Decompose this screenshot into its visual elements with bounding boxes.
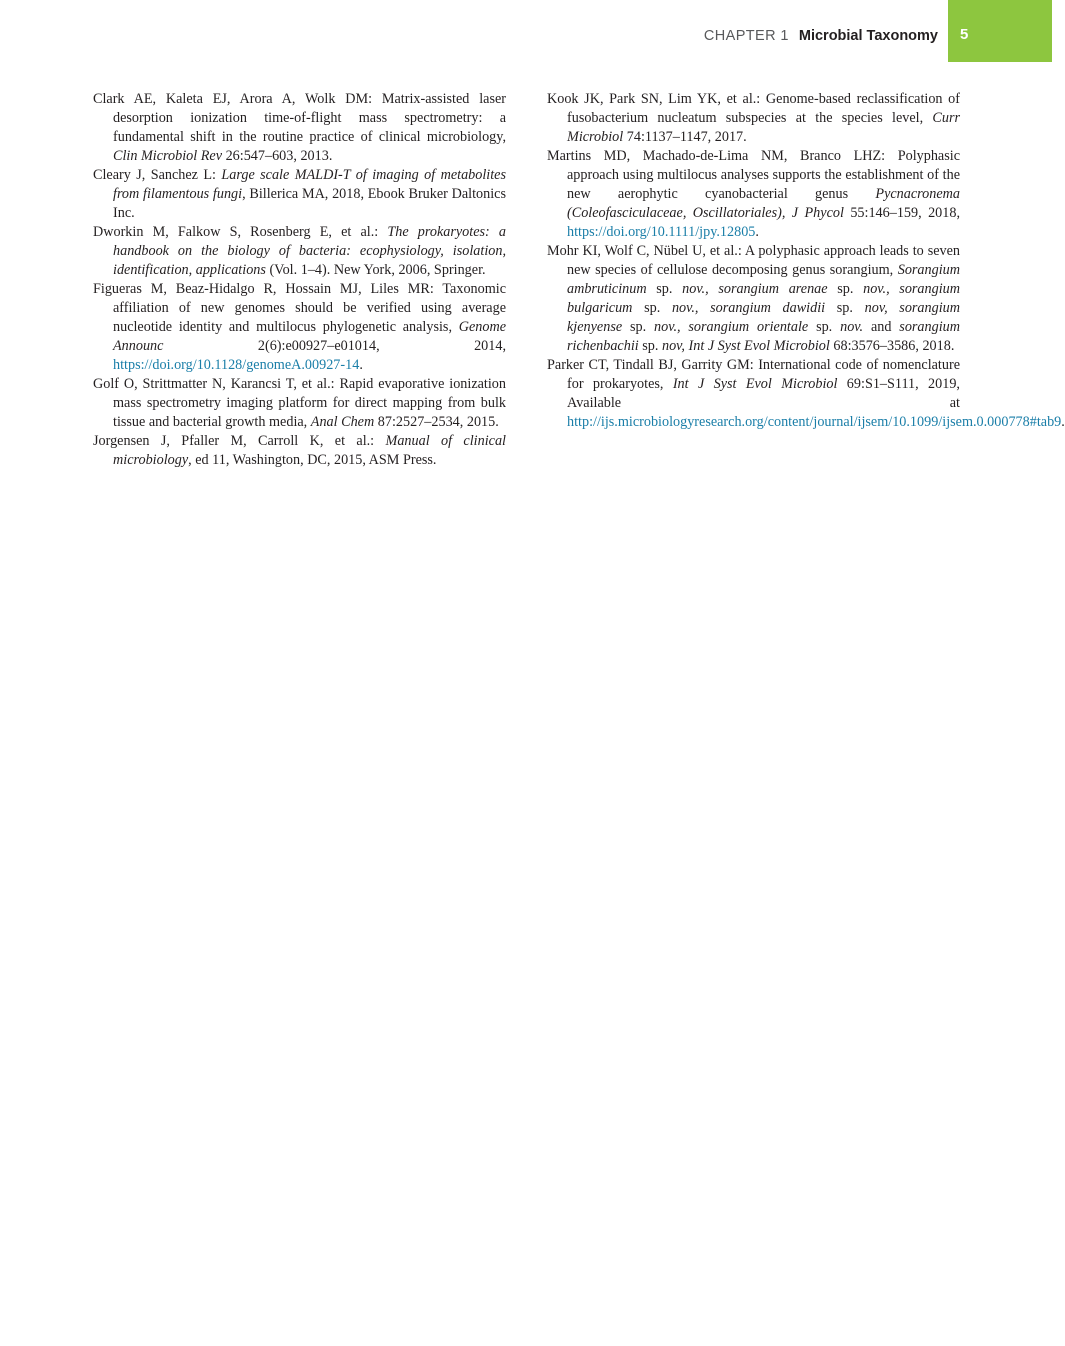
reference-clark: Clark AE, Kaleta EJ, Arora A, Wolk DM: Matrix-assisted laser desorption ionization time-of-flight mass spectrometry: a fundamental shift in the routine practice of clinical microbiology, Clin Microbiol Rev 26:547–603, 2013.	[93, 91, 506, 164]
references-right-column	[547, 90, 1065, 432]
chapter-label: CHAPTER 1	[703, 28, 789, 44]
running-header	[704, 0, 1052, 62]
url-link[interactable]: http://ijs.microbiologyresearch.org/content/journal/ijsem/10.1099/ijsem.0.000778#tab9	[567, 414, 1062, 430]
page-number: 5	[960, 26, 969, 43]
reference-figueras: Figueras M, Beaz-Hidalgo R, Hossain MJ, Liles MR: Taxonomic affiliation of new genomes should be verified using average nucleotide identity and multilocus phylogenetic analysis, Genome Announc 2(6):e00927–e01014, 2014, https://doi.org/10.1128/genomeA.00927-14.	[93, 281, 506, 373]
reference-mohr: Mohr KI, Wolf C, Nübel U, et al.: A polyphasic approach leads to seven new species of cellulose decomposing genus sorangium, Sorangium ambruticinum sp. nov., sorangium arenae sp. nov., sorangium bulgaricum sp. nov., sorangium dawidii sp. nov, sorangium kjenyense sp. nov., sorangium orientale sp. nov. and sorangium richenbachii sp. nov, Int J Syst Evol Microbiol 68:3576–3586, 2018.	[547, 243, 960, 354]
reference-cleary: Cleary J, Sanchez L: Large scale MALDI-T of imaging of metabolites from filamentous fungi, Billerica MA, 2018, Ebook Bruker Daltonics Inc.	[93, 167, 506, 221]
header-text	[704, 28, 938, 44]
page-number-tab	[948, 0, 1052, 62]
doi-link[interactable]: https://doi.org/10.1111/jpy.12805	[567, 224, 756, 240]
chapter-title: Microbial Taxonomy	[798, 28, 938, 44]
reference-dworkin: Dworkin M, Falkow S, Rosenberg E, et al.: The prokaryotes: a handbook on the biology of bacteria: ecophysiology, isolation, identification, applications (Vol. 1–4). New York, 2006, Springer.	[93, 224, 506, 278]
reference-golf: Golf O, Strittmatter N, Karancsi T, et al.: Rapid evaporative ionization mass spectrometry imaging platform for direct mapping from bulk tissue and bacterial growth media, Anal Chem 87:2527–2534, 2015.	[93, 376, 506, 430]
doi-link[interactable]: https://doi.org/10.1128/genomeA.00927-14	[113, 357, 360, 373]
reference-martins: Martins MD, Machado-de-Lima NM, Branco LHZ: Polyphasic approach using multilocus analyses supports the establishment of the new aerophytic cyanobacterial genus Pycnacronema (Coleofasciculaceae, Oscillatoriales), J Phycol 55:146–159, 2018, https://doi.org/10.1111/jpy.12805.	[547, 148, 960, 240]
reference-jorgensen: Jorgensen J, Pfaller M, Carroll K, et al.: Manual of clinical microbiology, ed 11, Washington, DC, 2015, ASM Press.	[93, 433, 506, 468]
reference-kook: Kook JK, Park SN, Lim YK, et al.: Genome-based reclassification of fusobacterium nucleatum subspecies at the species level, Curr Microbiol 74:1137–1147, 2017.	[547, 91, 960, 145]
references-left-column	[93, 90, 506, 470]
reference-parker: Parker CT, Tindall BJ, Garrity GM: International code of nomenclature for prokaryotes, Int J Syst Evol Microbiol 69:S1–S111, 2019, Available at http://ijs.microbiologyresearch.org/content/journal/ijsem/10.1099/ijsem.0.000778#tab9.	[547, 357, 1065, 430]
